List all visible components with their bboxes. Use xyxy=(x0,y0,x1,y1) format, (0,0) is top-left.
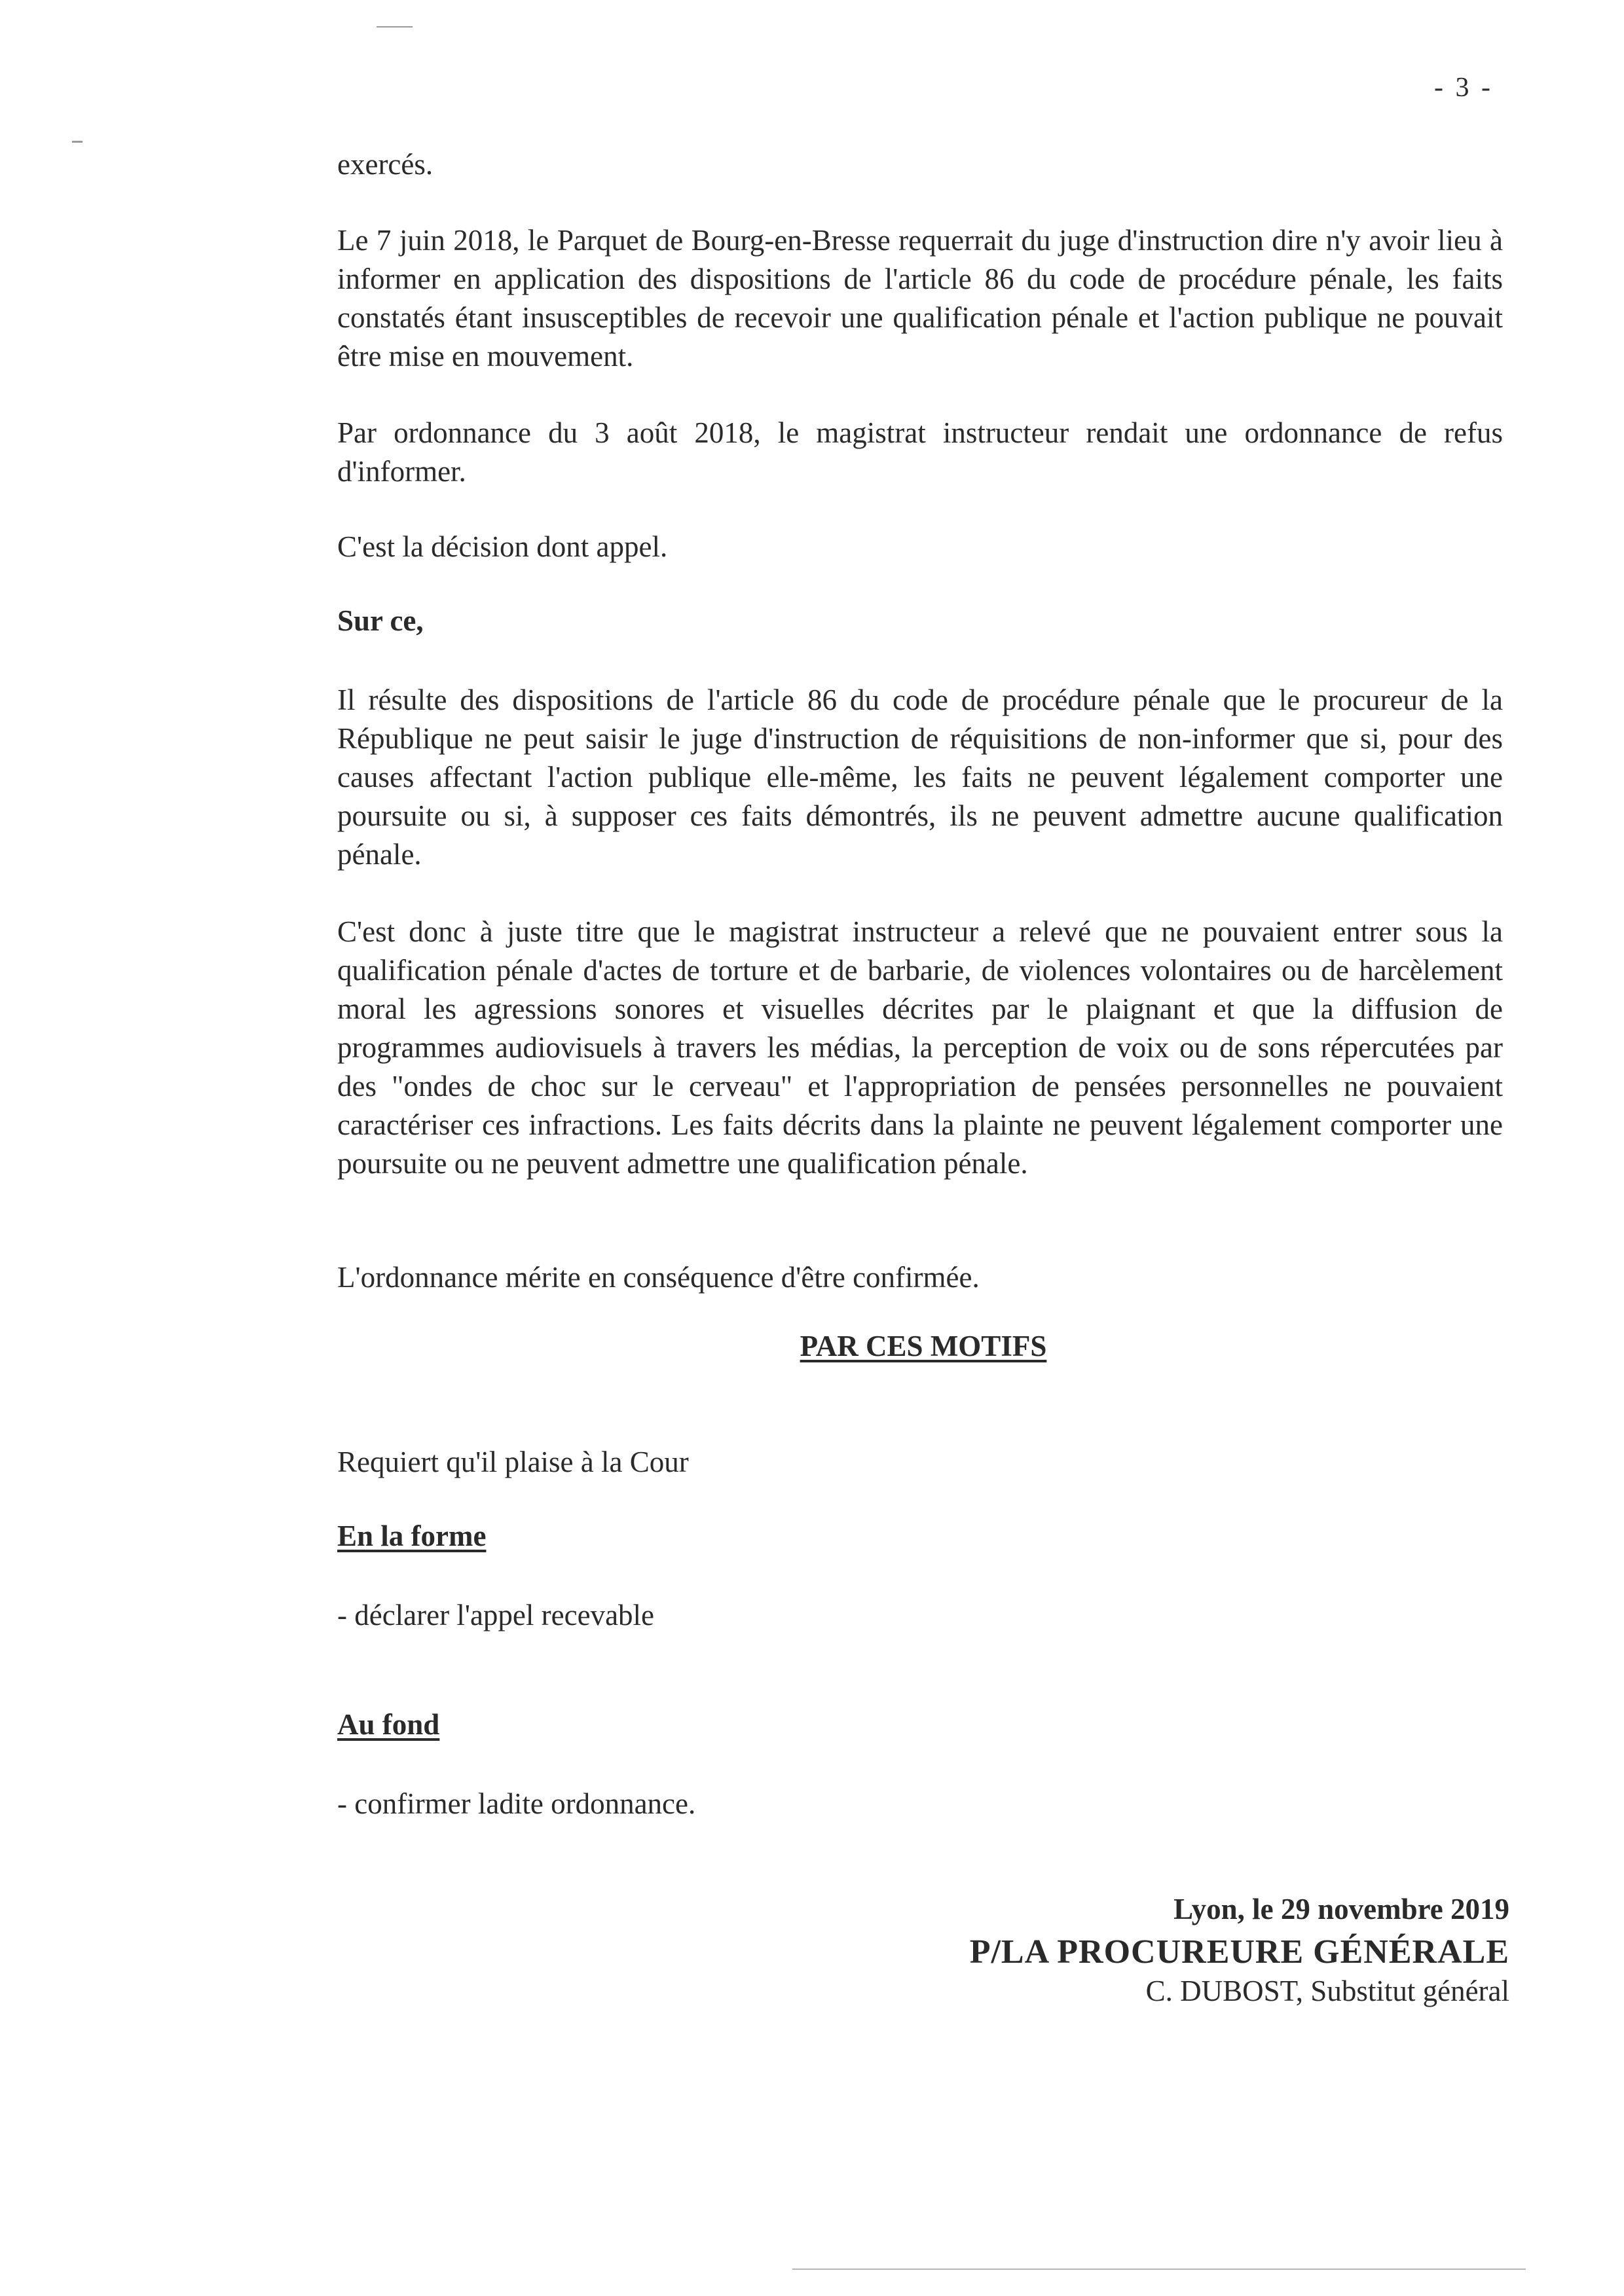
paragraph-decision-appel: C'est la décision dont appel. xyxy=(337,530,668,563)
signature-date-line: Lyon, le 29 novembre 2019 xyxy=(1173,1893,1509,1925)
heading-sur-ce: Sur ce, xyxy=(337,604,424,637)
heading-par-ces-motifs: PAR CES MOTIFS xyxy=(800,1330,1047,1362)
paragraph-confirmation: L'ordonnance mérite en conséquence d'être confirmée. xyxy=(337,1261,980,1294)
page-number: - 3 - xyxy=(1434,73,1493,103)
paragraph-requisitions-parquet: Le 7 juin 2018, le Parquet de Bourg-en-Bresse requerrait du juge d'instruction dire n'y avoir lieu à informer en application des dispositions de l'article 86 du code de procédure pénale, les faits constatés étant insusceptibles de recevoir une qualification pénale et l'action publique ne pouvait être mise en mouvement. xyxy=(337,224,1503,373)
paragraph-exerces: exercés. xyxy=(337,148,434,181)
item-declarer-appel: - déclarer l'appel recevable xyxy=(337,1599,655,1631)
scan-artifact-dash xyxy=(72,141,83,143)
signature-name: C. DUBOST, Substitut général xyxy=(1145,1975,1509,2007)
text-requiert: Requiert qu'il plaise à la Cour xyxy=(337,1446,689,1478)
scan-artifact-line xyxy=(377,26,413,27)
heading-en-la-forme: En la forme xyxy=(337,1520,487,1552)
scan-artifact-bottom-line xyxy=(792,2269,1526,2270)
paragraph-motivation: C'est donc à juste titre que le magistrat instructeur a relevé que ne pouvaient entrer sous la qualification pénale d'actes de torture et de barbarie, de violences volontaires ou de harcèlement moral les agressions sonores et visuelles décrites par le plaignant et que la diffusion de programmes audiovisuels à travers les médias, la perception de voix ou de sons répercutées par des "ondes de choc sur le cerveau" et l'appropriation de pensées personnelles ne pouvaient caractériser ces infractions. Les faits décrits dans la plainte ne peuvent légalement comporter une poursuite ou ne peuvent admettre une qualification pénale. xyxy=(337,915,1503,1180)
paragraph-ordonnance-refus: Par ordonnance du 3 août 2018, le magistrat instructeur rendait une ordonnance de refus d'informer. xyxy=(337,416,1503,488)
item-confirmer-ordonnance: - confirmer ladite ordonnance. xyxy=(337,1787,696,1820)
paragraph-article-86: Il résulte des dispositions de l'article 86 du code de procédure pénale que le procureur de la République ne peut saisir le juge d'instruction de réquisitions de non-informer que si, pour des causes affectant l'action publique elle-même, les faits ne peuvent légalement comporter une poursuite ou si, à supposer ces faits démontrés, ils ne peuvent admettre aucune qualification pénale. xyxy=(337,683,1503,871)
signature-title: P/LA PROCUREURE GÉNÉRALE xyxy=(969,1933,1509,1971)
heading-au-fond: Au fond xyxy=(337,1708,440,1741)
